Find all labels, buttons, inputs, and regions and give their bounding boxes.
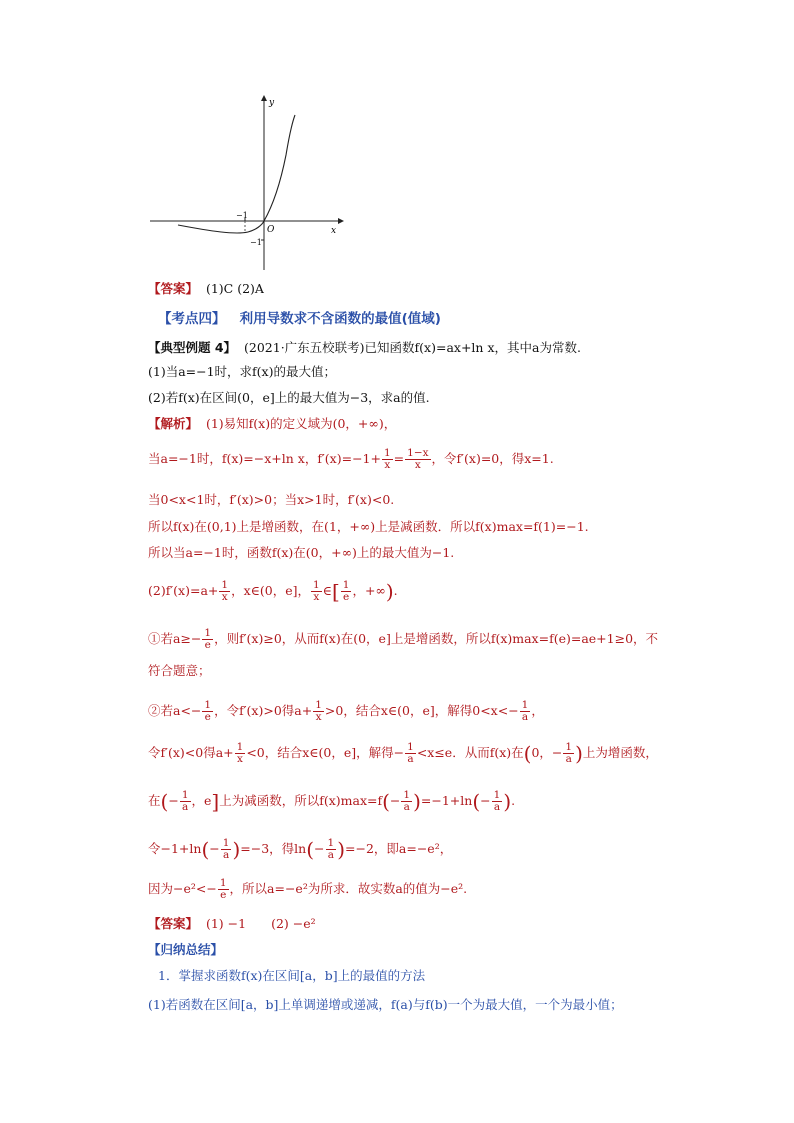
right-paren: ) [385, 579, 394, 604]
denominator: e [220, 889, 227, 901]
fraction [405, 448, 430, 471]
numerator: 1 [221, 579, 229, 591]
denominator: x [221, 591, 228, 603]
text-segment: =−3，得ln [240, 841, 307, 856]
fraction [563, 742, 574, 765]
text-segment: − [480, 793, 491, 808]
fraction [405, 742, 416, 765]
answer-text: (1) −1 (2) −e² [205, 916, 316, 931]
numerator: 1 [236, 741, 244, 753]
left-paren: ( [523, 741, 532, 766]
fraction [235, 742, 246, 765]
example-stem [148, 338, 581, 358]
denominator: a [182, 801, 189, 813]
text-segment: ，令f′(x)>0得a+ [214, 703, 313, 718]
text-segment: ，+∞ [352, 583, 386, 598]
x-axis-label: x [331, 226, 337, 236]
text-segment: <0，结合x∈(0，e]，解得− [246, 745, 405, 760]
text-segment: 令f′(x)<0得a+ [148, 745, 234, 760]
section-title: 利用导数求不含函数的最值(值域) [239, 311, 441, 327]
answer-1 [148, 279, 264, 299]
text-segment: =−2，即a=−e²， [345, 841, 453, 856]
numerator: 1 [219, 877, 227, 889]
example-tag: 【典型例题 4】 [148, 340, 237, 355]
text-segment: ，令f′(x)=0，得x=1. [431, 451, 554, 466]
solution-line-4: 所以f(x)在(0,1)上是增函数，在(1，+∞)上是减函数．所以f(x)max=f(1)=−1. [148, 519, 589, 534]
text-segment: ②若a<− [148, 703, 202, 718]
numerator: 1 [383, 447, 391, 459]
right-paren: ) [503, 789, 512, 814]
text-segment: ，x∈(0，e]， [231, 583, 310, 598]
text-segment: 因为−e²<− [148, 881, 217, 896]
denominator: a [493, 801, 501, 813]
numerator: 1 [315, 699, 322, 711]
left-bracket: [ [331, 579, 340, 604]
numerator: 1 [312, 579, 320, 591]
fraction [180, 790, 191, 813]
fraction [313, 700, 324, 723]
left-paren: ( [382, 789, 390, 814]
denominator: x [414, 459, 421, 471]
answer-tag: 【答案】 [148, 916, 199, 931]
fraction [218, 878, 229, 901]
left-paren: ( [306, 837, 315, 862]
numerator: 1 [222, 837, 230, 849]
answer-text: (1)C (2)A [205, 281, 264, 296]
left-paren: ( [472, 789, 481, 814]
text-segment: ∈ [322, 583, 332, 598]
left-paren: ( [201, 837, 210, 862]
right-bracket: ] [211, 789, 220, 814]
solution-line-13 [148, 878, 467, 901]
denominator: x [315, 711, 322, 723]
text-segment: ，所以a=−e²为所求．故实数a的值为−e². [229, 881, 468, 896]
right-paren: ) [413, 789, 421, 814]
fraction [520, 700, 531, 723]
text-segment: 令−1+ln [148, 841, 202, 856]
section-heading [158, 309, 441, 329]
text-segment: 上为减函数，所以f(x)max=f [219, 793, 383, 808]
solution-tag: 【解析】 [148, 416, 199, 431]
solution-line-1 [148, 414, 396, 434]
answer-tag: 【答案】 [148, 281, 199, 296]
section-tag: 【考点四】 [158, 311, 226, 327]
y-tick-label: −1 [250, 238, 262, 247]
fraction [202, 700, 213, 723]
solution-line-11 [148, 790, 515, 813]
text-segment: ，e [191, 793, 212, 808]
fraction [202, 628, 213, 651]
text-segment: = [393, 451, 405, 466]
denominator: a [565, 753, 572, 765]
right-paren: ) [232, 837, 241, 862]
numerator: 1 [204, 627, 212, 639]
question-1: (1)当a=−1时，求f(x)的最大值； [148, 364, 336, 379]
numerator: 1 [565, 741, 573, 753]
summary-point-2: (1)若函数在区间[a，b]上单调递增或递减，f(a)与f(b)一个为最大值，一个为最小值； [148, 997, 623, 1012]
text-segment: ①若a≥− [148, 631, 202, 646]
numerator: 1 [204, 699, 212, 711]
answer-2 [148, 914, 316, 934]
numerator: 1 [181, 789, 189, 801]
solution-line-12 [148, 838, 452, 861]
solution-text-1: (1)易知f(x)的定义域为(0，+∞)， [205, 416, 397, 431]
denominator: e [342, 591, 350, 603]
text-segment: 当a=−1时，f(x)=−x+ln x，f′(x)=−1+ [148, 451, 381, 466]
text-segment: >0，结合x∈(0，e]，解得0<x<− [324, 703, 519, 718]
y-axis-arrow [261, 95, 267, 101]
fraction [401, 790, 412, 813]
solution-line-8: 符合题意； [148, 663, 211, 678]
x-tick-label: −1 [236, 211, 248, 220]
example-stem-text: (2021·广东五校联考)已知函数f(x)=ax+ln x，其中a为常数. [244, 340, 581, 355]
function-graph [150, 95, 350, 275]
summary-point-1: 1．掌握求函数f(x)在区间[a，b]上的最值的方法 [158, 968, 426, 983]
numerator: 1 [403, 789, 411, 801]
denominator: e [204, 639, 211, 651]
denominator: e [204, 711, 211, 723]
solution-line-2 [148, 448, 554, 471]
fraction [221, 838, 232, 861]
solution-line-6: (2)f′(x)=a+ $\frac{1}{x}$ ，x∈(0，e]， $\frac{1}{x}$ ∈[ $\frac{1}{e}$ ，+∞). [148, 579, 398, 604]
y-axis-label: y [269, 98, 275, 108]
denominator: x [313, 591, 320, 603]
solution-line-5: 所以当a=−1时，函数f(x)在(0，+∞)上的最大值为−1. [148, 545, 455, 560]
text-segment: . [511, 793, 516, 808]
origin-label: O [267, 225, 275, 235]
denominator: a [521, 711, 529, 723]
denominator: a [403, 801, 410, 813]
solution-line-3: 当0<x<1时，f′(x)>0；当x>1时，f′(x)<0. [148, 492, 395, 507]
numerator: 1−x [407, 447, 429, 459]
denominator: a [407, 753, 414, 765]
numerator: 1 [327, 837, 335, 849]
text-segment: − [168, 793, 179, 808]
solution-line-9 [148, 700, 544, 723]
numerator: 1 [493, 789, 501, 801]
text-segment: <x≤e．从而f(x)在 [416, 745, 524, 760]
summary-tag: 【归纳总结】 [148, 942, 224, 957]
text-segment: − [389, 793, 401, 808]
question-2: (2)若f(x)在区间(0，e]上的最大值为−3，求a的值. [148, 390, 430, 405]
denominator: a [327, 849, 334, 861]
denominator: a [222, 849, 230, 861]
solution-line-7 [148, 628, 658, 651]
fraction [341, 580, 352, 603]
text-segment: 上为增函数， [582, 745, 658, 760]
fraction [311, 580, 322, 603]
solution-line-10 [148, 742, 658, 765]
text-segment: − [314, 841, 325, 856]
left-paren: ( [160, 789, 169, 814]
denominator: x [237, 753, 243, 765]
right-paren: ) [337, 837, 345, 862]
fraction [219, 580, 230, 603]
text-segment: 在 [148, 793, 161, 808]
denominator: x [384, 459, 391, 471]
text-segment: − [209, 841, 220, 856]
numerator: 1 [342, 579, 350, 591]
right-paren: ) [575, 741, 583, 766]
numerator: 1 [521, 699, 529, 711]
text-segment: ，则f′(x)≥0，从而f(x)在(0，e]上是增函数，所以f(x)max=f(e)=ae+1≥0，不 [214, 631, 659, 646]
fraction [492, 790, 503, 813]
fraction [326, 838, 337, 861]
x-axis-arrow [338, 218, 344, 224]
text-segment: =−1+ln [420, 793, 473, 808]
fraction [382, 448, 393, 471]
numerator: 1 [407, 741, 414, 753]
text-segment: 0，− [531, 745, 563, 760]
text-segment: ， [531, 703, 544, 718]
text-segment: (2)f′(x)=a+ [148, 583, 219, 598]
